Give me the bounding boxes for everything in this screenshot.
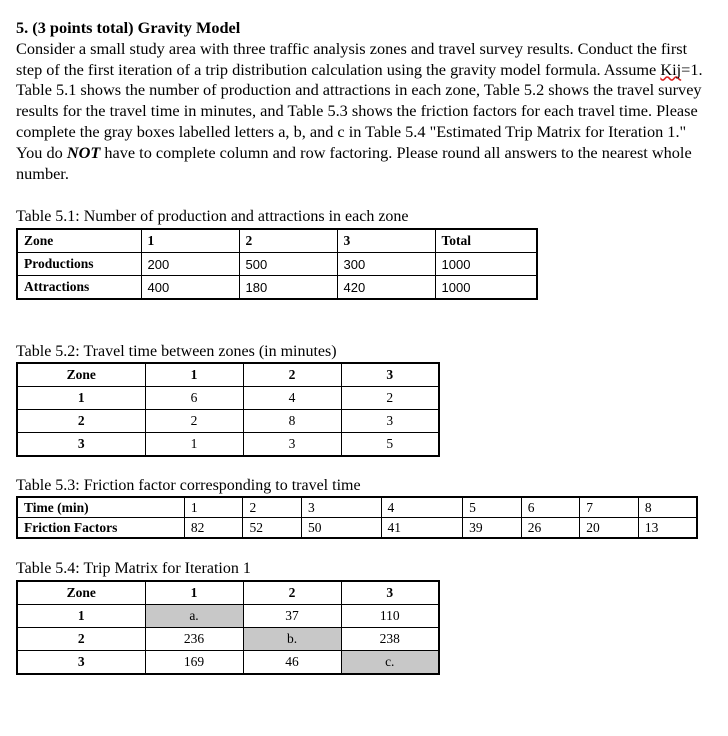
table4-row-label: 3: [17, 651, 145, 675]
table3-cell: 41: [381, 518, 463, 539]
table1-cell: 300: [337, 253, 435, 276]
table3-row-label: Time (min): [17, 497, 184, 518]
table4-header-cell: 1: [145, 581, 243, 605]
table3-cell: 50: [302, 518, 382, 539]
table3-cell: 6: [521, 497, 580, 518]
k-symbol: Kij: [660, 59, 682, 79]
table4-row-label: 2: [17, 628, 145, 651]
table3-cell: 8: [638, 497, 697, 518]
table4-cell: 169: [145, 651, 243, 675]
table3-cell: 1: [184, 497, 243, 518]
table3-cell: 52: [243, 518, 302, 539]
table-row: [17, 253, 537, 276]
table2-cell: 4: [243, 387, 341, 410]
table1-header-row: [17, 229, 537, 253]
table1-cell: 1000: [435, 253, 537, 276]
table1-cell: 400: [141, 276, 239, 300]
table3-cell: 20: [580, 518, 639, 539]
table4-cell: 110: [341, 605, 439, 628]
table3-cell: 39: [463, 518, 522, 539]
table-row: [17, 410, 439, 433]
table2-header-cell: 1: [145, 363, 243, 387]
table-row: [17, 605, 439, 628]
table2-cell: 2: [341, 387, 439, 410]
table3-row-label: Friction Factors: [17, 518, 184, 539]
table-row: [17, 651, 439, 675]
table2: [16, 362, 440, 457]
table1-cell: 420: [337, 276, 435, 300]
table2-header-cell: Zone: [17, 363, 145, 387]
table1-header-cell: Total: [435, 229, 537, 253]
table1-row-label: Productions: [17, 253, 141, 276]
table1: [16, 228, 538, 300]
table1-caption: Table 5.1: Number of production and attractions in each zone: [16, 208, 409, 225]
table3-cell: 7: [580, 497, 639, 518]
emphasis-not: NOT: [66, 142, 101, 162]
answer-box-c: c.: [341, 651, 439, 675]
question-text-1: Consider a small study area with three traffic analysis zones and travel survey results. Conduct the first step of the first iteration of a trip distribution calculation using the gravity model formula. Assume: [16, 38, 688, 79]
table2-cell: 5: [341, 433, 439, 457]
table4-header-row: [17, 581, 439, 605]
table4-header-cell: Zone: [17, 581, 145, 605]
question-heading: 5. (3 points total) Gravity Model: [16, 18, 241, 37]
table4-cell: 238: [341, 628, 439, 651]
table1-cell: 200: [141, 253, 239, 276]
table3-cell: 82: [184, 518, 243, 539]
table1-cell: 1000: [435, 276, 537, 300]
table1-header-cell: Zone: [17, 229, 141, 253]
question-text-2: =1. Table 5.1 shows the number of production and attractions in each zone, Table 5.2 shows the travel survey results for the travel time in minutes, and Table 5.3 shows the friction factors for each travel time. Please complete the gray boxes labelled letters a, b, and c in Table 5.4 "Estimated Trip Matrix for Iteration 1." You do: [16, 59, 703, 162]
table4-row-label: 1: [17, 605, 145, 628]
table4-cell: 46: [243, 651, 341, 675]
table4-caption: Table 5.4: Trip Matrix for Iteration 1: [16, 560, 251, 577]
table-row: [17, 276, 537, 300]
table1-header-cell: 2: [239, 229, 337, 253]
answer-box-a: a.: [145, 605, 243, 628]
table2-cell: 3: [341, 410, 439, 433]
table1-header-cell: 1: [141, 229, 239, 253]
table2-row-label: 3: [17, 433, 145, 457]
table1-header-cell: 3: [337, 229, 435, 253]
table2-cell: 8: [243, 410, 341, 433]
table2-cell: 6: [145, 387, 243, 410]
table3-cell: 4: [381, 497, 463, 518]
table3-friction-row: [17, 518, 697, 539]
table2-cell: 1: [145, 433, 243, 457]
table-row: [17, 628, 439, 651]
table4-header-cell: 3: [341, 581, 439, 605]
table2-header-cell: 2: [243, 363, 341, 387]
table3-cell: 3: [302, 497, 382, 518]
table-row: [17, 387, 439, 410]
table3-caption: Table 5.3: Friction factor corresponding to travel time: [16, 477, 361, 494]
table3-cell: 26: [521, 518, 580, 539]
table3-cell: 13: [638, 518, 697, 539]
question-text-3: have to complete column and row factoring. Please round all answers to the nearest whole number.: [16, 142, 692, 183]
table4-cell: 236: [145, 628, 243, 651]
table2-header-cell: 3: [341, 363, 439, 387]
table3: [16, 496, 698, 539]
answer-box-b: b.: [243, 628, 341, 651]
table1-cell: 500: [239, 253, 337, 276]
table3-time-row: [17, 497, 697, 518]
table1-cell: 180: [239, 276, 337, 300]
table4: [16, 580, 440, 675]
table4-cell: 37: [243, 605, 341, 628]
table2-row-label: 1: [17, 387, 145, 410]
table4-header-cell: 2: [243, 581, 341, 605]
table2-cell: 3: [243, 433, 341, 457]
table3-cell: 2: [243, 497, 302, 518]
table3-cell: 5: [463, 497, 522, 518]
table2-header-row: [17, 363, 439, 387]
table2-caption: Table 5.2: Travel time between zones (in minutes): [16, 343, 337, 360]
table2-cell: 2: [145, 410, 243, 433]
table-row: [17, 433, 439, 457]
table2-row-label: 2: [17, 410, 145, 433]
question-paragraph: [16, 18, 711, 184]
table1-row-label: Attractions: [17, 276, 141, 300]
